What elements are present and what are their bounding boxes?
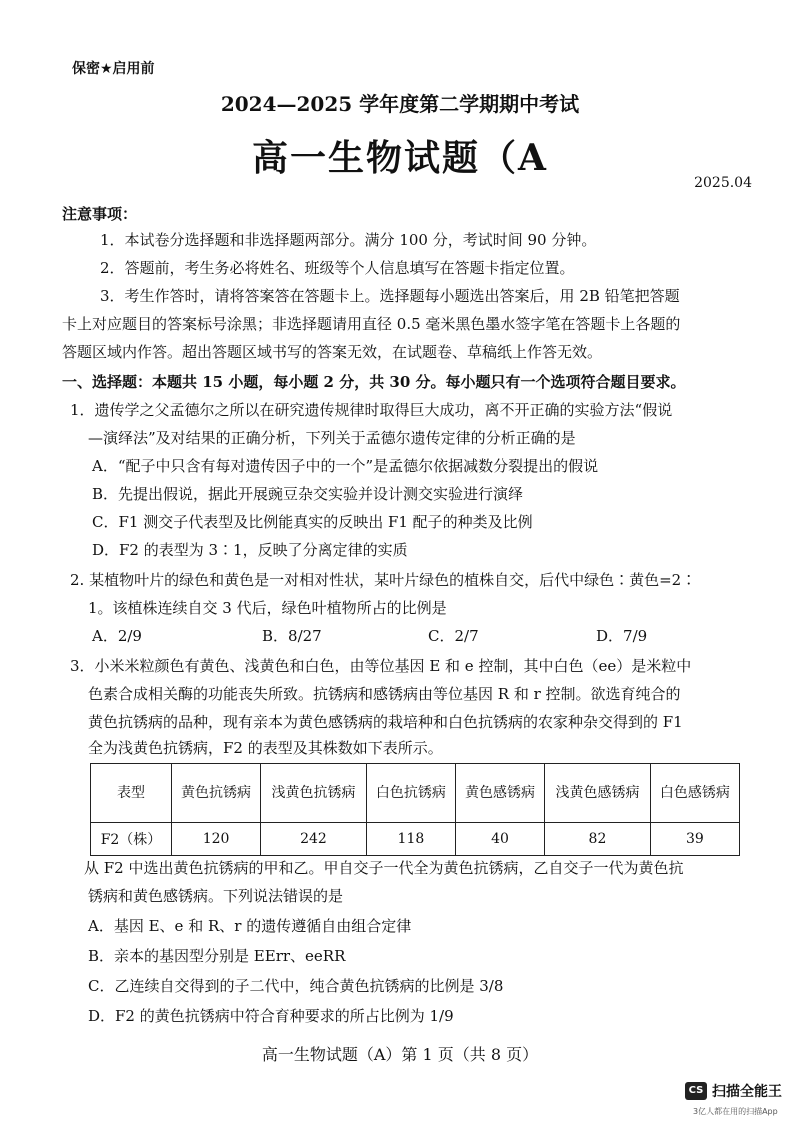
q3-option-a: A．基因 E、e 和 R、r 的遗传遵循自由组合定律 [88, 917, 412, 935]
scanner-app-name: 扫描全能王 [712, 1084, 782, 1100]
table-header-row [91, 764, 740, 823]
scanner-tagline: 3亿人都在用的扫描App [693, 1107, 778, 1116]
q3-option-c: C．乙连续自交得到的子二代中，纯合黄色抗锈病的比例是 3/8 [88, 977, 504, 995]
notice-line: 答题区域内作答。超出答题区域书写的答案无效，在试题卷、草稿纸上作答无效。 [62, 343, 603, 361]
exam-date: 2025.04 [694, 175, 752, 191]
table-row [91, 823, 740, 856]
q3-stem: 3．小米米粒颜色有黄色、浅黄色和白色，由等位基因 E 和 e 控制，其中白色（ee）是米粒中 [70, 657, 692, 675]
table-cell: 82 [545, 823, 651, 856]
table-header-cell: 浅黄色感锈病 [545, 764, 651, 823]
table-row-label: F2（株） [91, 823, 172, 856]
table-cell: 40 [455, 823, 544, 856]
phenotype-table [90, 763, 740, 856]
q2-option-c: C．2/7 [428, 627, 479, 645]
notice-line: 3．考生作答时，请将答案答在答题卡上。选择题每小题选出答案后，用 2B 铅笔把答题 [100, 287, 680, 305]
table-cell: 39 [650, 823, 739, 856]
table-header-cell: 白色抗锈病 [366, 764, 455, 823]
notice-line: 1．本试卷分选择题和非选择题两部分。满分 100 分，考试时间 90 分钟。 [100, 231, 597, 249]
q3-followup: 从 F2 中选出黄色抗锈病的甲和乙。甲自交子一代全为黄色抗锈病，乙自交子一代为黄色抗 [84, 859, 684, 877]
table-header-cell: 浅黄色抗锈病 [261, 764, 367, 823]
notice-line: 2．答题前，考生务必将姓名、班级等个人信息填写在答题卡指定位置。 [100, 259, 575, 277]
camscanner-logo-icon: CS [685, 1082, 707, 1100]
q1-stem: 1．遗传学之父孟德尔之所以在研究遗传规律时取得巨大成功，离不开正确的实验方法“假说 [70, 401, 673, 419]
table-cell: 242 [261, 823, 367, 856]
q3-option-b: B．亲本的基因型分别是 EErr、eeRR [88, 947, 346, 965]
exam-title: 2024—2025 学年度第二学期期中考试 [220, 92, 580, 116]
q1-option-b: B．先提出假说，据此开展豌豆杂交实验并设计测交实验进行演绎 [92, 485, 524, 503]
table-header-label: 表型 [91, 764, 172, 823]
page-footer: 高一生物试题（A）第 1 页（共 8 页） [261, 1045, 539, 1064]
q3-stem-cont: 色素合成相关酶的功能丧失所致。抗锈病和感锈病由等位基因 R 和 r 控制。欲选育纯合的 [88, 685, 681, 703]
q2-option-a: A．2/9 [92, 627, 142, 645]
confidential-mark: 保密★启用前 [72, 61, 155, 77]
table-header-cell: 黄色抗锈病 [172, 764, 261, 823]
table-header-cell: 白色感锈病 [650, 764, 739, 823]
q2-stem: 2. 某植物叶片的绿色和黄色是一对相对性状，某叶片绿色的植株自交，后代中绿色∶黄色=2∶ [70, 571, 697, 589]
q1-stem-cont: —演绎法”及对结果的正确分析，下列关于孟德尔遗传定律的分析正确的是 [88, 429, 576, 447]
q2-option-d: D．7/9 [596, 627, 648, 645]
q2-stem-cont: 1。该植株连续自交 3 代后，绿色叶植物所占的比例是 [88, 599, 447, 617]
q1-option-d: D．F2 的表型为 3∶1，反映了分离定律的实质 [92, 541, 408, 559]
q3-stem-cont: 全为浅黄色抗锈病，F2 的表型及其株数如下表所示。 [88, 739, 443, 757]
section-heading: 一、选择题：本题共 15 小题，每小题 2 分，共 30 分。每小题只有一个选项符合题目要求。 [62, 373, 686, 391]
q3-stem-cont: 黄色抗锈病的品种，现有亲本为黄色感锈病的栽培种和白色抗锈病的农家种杂交得到的 F1 [88, 713, 683, 731]
table-header-cell: 黄色感锈病 [455, 764, 544, 823]
notice-line: 卡上对应题目的答案标号涂黑；非选择题请用直径 0.5 毫米黑色墨水签字笔在答题卡上各题的 [62, 315, 681, 333]
q3-option-d: D．F2 的黄色抗锈病中符合育种要求的所占比例为 1/9 [88, 1007, 454, 1025]
q1-option-c: C．F1 测交子代表型及比例能真实的反映出 F1 配子的种类及比例 [92, 513, 533, 531]
q2-option-b: B．8/27 [262, 627, 322, 645]
page-title: 高一生物试题（A [252, 137, 548, 179]
q1-option-a: A．“配子中只含有每对遗传因子中的一个”是孟德尔依据减数分裂提出的假说 [92, 457, 599, 475]
q3-followup-cont: 锈病和黄色感锈病。下列说法错误的是 [88, 887, 344, 905]
table-cell: 120 [172, 823, 261, 856]
table-cell: 118 [366, 823, 455, 856]
notice-heading: 注意事项： [62, 205, 138, 223]
